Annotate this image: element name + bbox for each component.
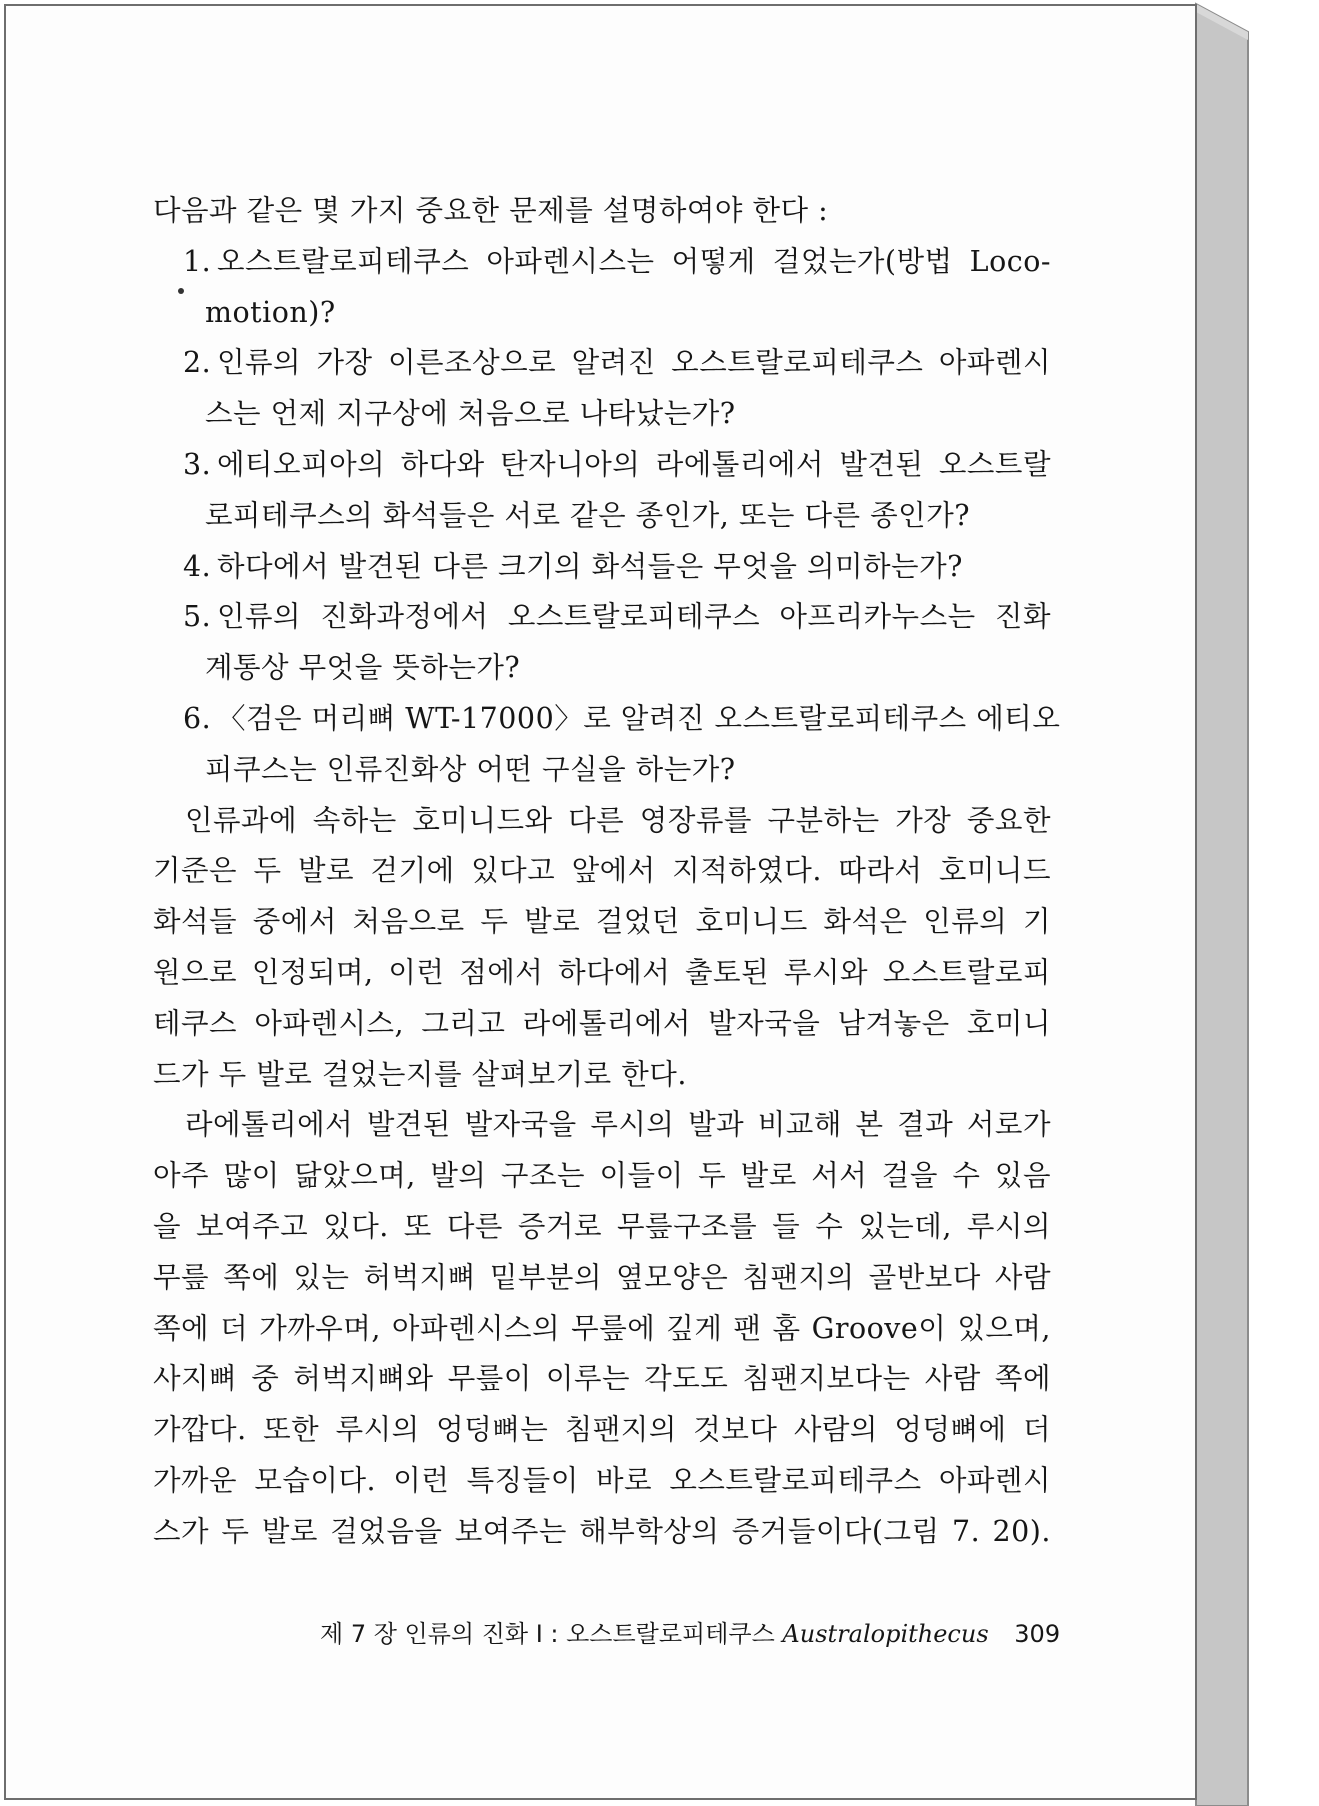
intro-line: 다음과 같은 몇 가지 중요한 문제를 설명하여야 한다 : xyxy=(153,194,829,227)
paragraph-2-line: 을 보여주고 있다. 또 다른 증거로 무릎구조를 들 수 있는데, 루시의 xyxy=(153,1209,1051,1243)
question-number: 2. xyxy=(183,346,212,380)
paragraph-2-line: 라에톨리에서 발견된 발자국을 루시의 발과 비교해 본 결과 서로가 xyxy=(185,1108,1051,1142)
question-number: 1. xyxy=(183,244,212,278)
question-text: 하다에서 발견된 다른 크기의 화석들은 무엇을 의미하는가? xyxy=(217,549,963,583)
paragraph-2-line: 사지뼈 중 허벅지뼈와 무릎이 이루는 각도도 침팬지보다는 사람 쪽에 xyxy=(153,1362,1051,1396)
question-text: 〈검은 머리뼈 WT-17000〉로 알려진 오스트랄로피테쿠스 에티오 xyxy=(217,701,1061,735)
footer-chapter: 제 7 장 인류의 진화 Ⅰ : 오스트랄로피테쿠스 xyxy=(320,1620,775,1648)
question-number: 5. xyxy=(183,600,212,634)
question-text: 오스트랄로피테쿠스 아파렌시스는 어떻게 걸었는가(방법 Loco- xyxy=(217,244,1051,278)
question-5-line-2: 계통상 무엇을 뜻하는가? xyxy=(205,651,521,685)
question-text: 인류의 진화과정에서 오스트랄로피테쿠스 아프리카누스는 진화 xyxy=(217,600,1051,634)
paragraph-2-line: 가까운 모습이다. 이런 특징들이 바로 오스트랄로피테쿠스 아파렌시 xyxy=(153,1463,1051,1497)
footer-latin-title: Australopithecus xyxy=(782,1620,989,1648)
question-1-line-2: motion)? xyxy=(205,295,336,329)
question-3-line-1 xyxy=(153,440,1051,491)
paragraph-1-line: 기준은 두 발로 걷기에 있다고 앞에서 지적하였다. 따라서 호미니드 xyxy=(153,854,1051,888)
stray-dot xyxy=(178,288,184,294)
question-text: 인류의 가장 이른조상으로 알려진 오스트랄로피테쿠스 아파렌시 xyxy=(217,346,1051,380)
paragraph-2-line: 스가 두 발로 걸었음을 보여주는 해부학상의 증거들이다(그림 7. 20). xyxy=(153,1514,1051,1548)
question-number: 6. xyxy=(183,701,212,735)
paragraph-2-line: 무릎 쪽에 있는 허벅지뼈 밑부분의 옆모양은 침팬지의 골반보다 사람 xyxy=(153,1260,1051,1294)
paragraph-2-line: 아주 많이 닮았으며, 발의 구조는 이들이 두 발로 서서 걸을 수 있음 xyxy=(153,1159,1051,1193)
paragraph-1-line: 테쿠스 아파렌시스, 그리고 라에톨리에서 발자국을 남겨놓은 호미니 xyxy=(153,1006,1051,1040)
paragraph-1-line: 인류과에 속하는 호미니드와 다른 영장류를 구분하는 가장 중요한 xyxy=(185,803,1051,837)
question-number: 3. xyxy=(183,447,212,481)
page-body xyxy=(153,186,1061,1558)
question-6-line-1 xyxy=(153,694,1061,745)
question-4-line-1 xyxy=(153,542,1051,593)
running-footer xyxy=(320,1614,1061,1649)
question-5-line-1 xyxy=(153,592,1051,643)
paragraph-1-line: 드가 두 발로 걸었는지를 살펴보기로 한다. xyxy=(153,1057,687,1091)
paragraph-1-line: 화석들 중에서 처음으로 두 발로 걸었던 호미니드 화석은 인류의 기 xyxy=(153,905,1051,939)
question-2-line-2: 스는 언제 지구상에 처음으로 나타났는가? xyxy=(205,397,736,431)
question-text: 에티오피아의 하다와 탄자니아의 라에톨리에서 발견된 오스트랄 xyxy=(217,447,1051,481)
question-3-line-2: 로피테쿠스의 화석들은 서로 같은 종인가, 또는 다른 종인가? xyxy=(205,498,971,532)
paragraph-2-line: 쪽에 더 가까우며, 아파렌시스의 무릎에 깊게 팬 홈 Groove이 있으며, xyxy=(153,1311,1051,1345)
question-number: 4. xyxy=(183,549,212,583)
question-2-line-1 xyxy=(153,338,1051,389)
question-1-line-1 xyxy=(153,237,1051,288)
paragraph-2-line: 가깝다. 또한 루시의 엉덩뼈는 침팬지의 것보다 사람의 엉덩뼈에 더 xyxy=(153,1413,1051,1447)
paragraph-1-line: 원으로 인정되며, 이런 점에서 하다에서 출토된 루시와 오스트랄로피 xyxy=(153,955,1051,989)
page-number: 309 xyxy=(1014,1620,1061,1648)
question-6-line-2: 피쿠스는 인류진화상 어떤 구실을 하는가? xyxy=(205,752,736,786)
